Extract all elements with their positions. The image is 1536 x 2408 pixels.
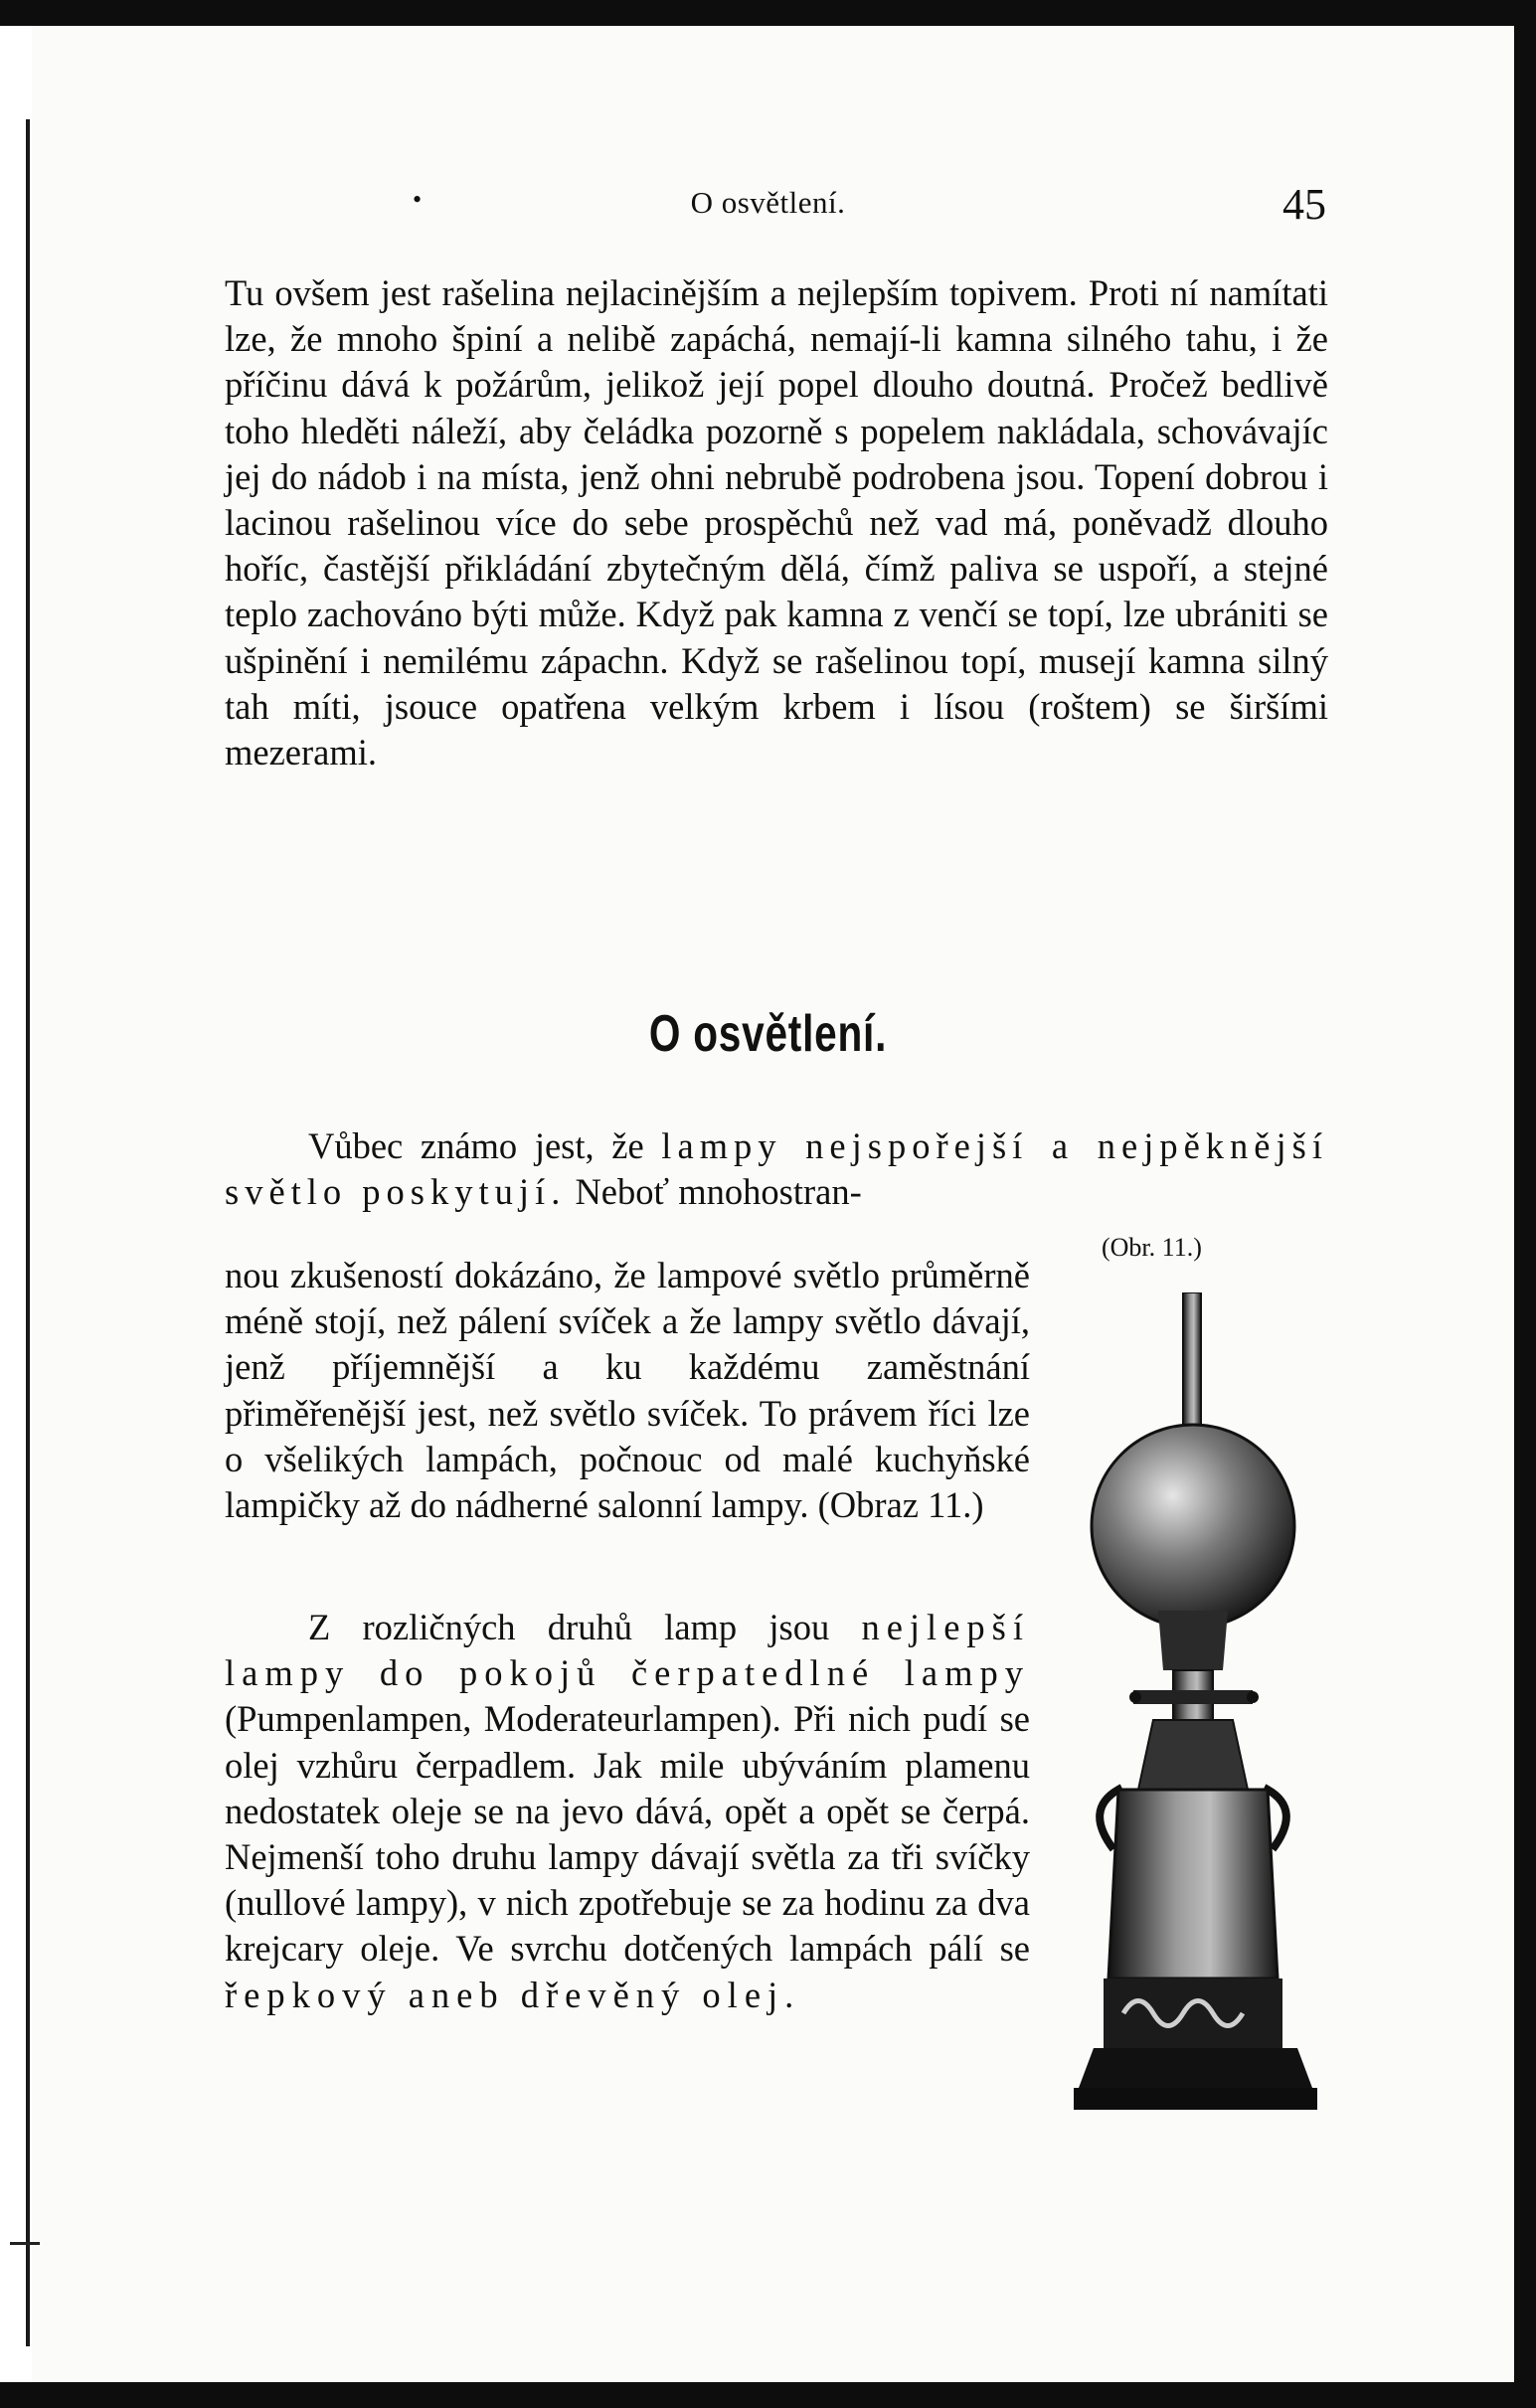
oil-lamp-illustration xyxy=(1074,1292,1322,2128)
paragraph-lamp-light: nou zkušeností dokázáno, že lampové světlo průměrně méně stojí, než pálení svíček a že lampy světlo dávají, jenž příjemnější a ku každému zaměstnání přiměřenější jest, než světlo svíček. To právem říci lze o všelikých lampách, počnouc od malé kuchyňské lampičky až do nádherné salonní lampy. (Obraz 11.) xyxy=(225,1255,1030,1526)
scan-border-right xyxy=(1514,0,1536,2408)
page-gutter-edge xyxy=(26,119,30,2346)
paragraph-lamps-intro-lead: Vůbec známo jest, že xyxy=(308,1125,662,1166)
paragraph-lamps-intro-tail: Neboť mnohostran- xyxy=(566,1171,862,1213)
head-dot: • xyxy=(413,185,423,214)
figure-caption: (Obr. 11.) xyxy=(1102,1233,1202,1262)
gutter-mark xyxy=(10,2242,40,2245)
running-head xyxy=(0,180,1536,235)
running-head-title: O osvětlení. xyxy=(690,185,846,220)
paragraph-lamps-intro xyxy=(225,1123,1328,1215)
paragraph-pump-lamps-emphasis-2: řepkový aneb dřevěný olej. xyxy=(225,1974,801,2015)
paragraph-pump-lamps-lead: Z rozličných druhů lamp jsou xyxy=(308,1607,862,1647)
page-number: 45 xyxy=(1282,180,1326,229)
paragraph-pump-lamps-middle: (Pumpenlampen, Moderateurlampen). Při nich pudí se olej vzhůru čerpadlem. Jak mile ubýváním plamenu nedostatek oleje se na jevo dává, opět a opět se čerpá. Nejmenší toho druhu lampy dávají světla za tři svíčky (nullové lampy), v nich zpotřebuje se za hodinu za dva krejcary oleje. Ve svrchu dotčených lampách pálí se xyxy=(225,1698,1030,1970)
paragraph-pump-lamps-emphasis-1: nejlepší lampy do pokojů čerpatedlné lampy xyxy=(225,1607,1030,1694)
section-heading: O osvětlení. xyxy=(648,1005,888,1063)
paragraph-peat: Tu ovšem jest rašelina nejlacinějším a nejlepším topivem. Proti ní namítati lze, že mnoho špiní a nelibě zapáchá, nemají-li kamna silného tahu, i že příčinu dává k požárům, jelikož její popel dlouho doutná. Pročež bedlivě toho hleděti náleží, aby čeládka pozorně s popelem nakládala, schovávajíc jej do nádob i na místa, jenž ohni nebrubě podrobena jsou. Topení dobrou i lacinou rašelinou více do sebe prospěchů než vad má, poněvadž dlouho hoříc, častější přikládání zbytečným dělá, čímž paliva se uspoří, a stejné teplo zachováno býti může. Když pak kamna z venčí se topí, lze ubrániti se ušpinění i nemilému zápachn. Když se rašelinou topí, musejí kamna silný tah míti, jsouce opatřena velkým krbem i lísou (roštem) se širšími mezerami. xyxy=(225,272,1328,774)
paragraph-pump-lamps xyxy=(225,1605,1030,2018)
scan-border-bottom xyxy=(0,2382,1536,2408)
paragraph-lamps-intro-emphasis: lampy nejspořejší a nejpěknější světlo poskytují. xyxy=(225,1125,1328,1213)
scan-border-top xyxy=(0,0,1536,26)
